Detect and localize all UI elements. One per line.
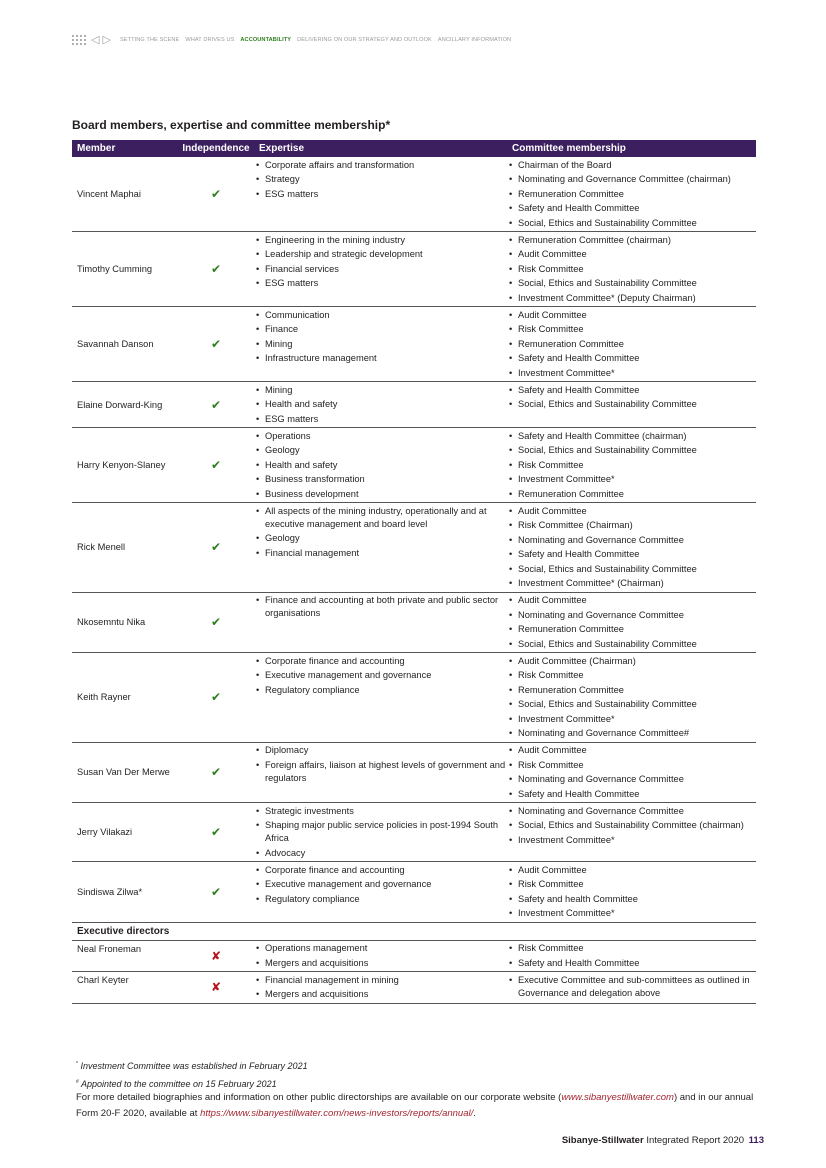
committee-cell (507, 862, 756, 923)
list-item: • Mergers and acquisitions (254, 988, 507, 1001)
table-row (72, 307, 756, 382)
list-item: • Nominating and Governance Committee (chairman) (507, 173, 756, 186)
table-row (72, 742, 756, 803)
members-table-body (72, 157, 756, 922)
member-name: Savannah Danson (72, 307, 178, 382)
list-item: • ESG matters (254, 188, 507, 201)
list-item: • Social, Ethics and Sustainability Committee (507, 563, 756, 576)
list-item: • ESG matters (254, 413, 507, 426)
list-item: • Audit Committee (507, 505, 756, 518)
expertise-cell (254, 862, 507, 923)
list-item: • Remuneration Committee (507, 188, 756, 201)
member-name: Vincent Maphai (72, 157, 178, 232)
list-item: • Shaping major public service policies in post-1994 South Africa (254, 819, 507, 845)
column-header-member: Member (72, 140, 178, 157)
list-item: • Financial services (254, 263, 507, 276)
table-row (72, 803, 756, 862)
checkmark-icon: ✔ (210, 262, 222, 276)
list-item: • Investment Committee* (507, 907, 756, 920)
member-name: Sindiswa Zilwa* (72, 862, 178, 923)
list-item: • Business development (254, 488, 507, 501)
nav-setting-the-scene[interactable]: SETTING THE SCENE (119, 37, 180, 43)
list-item: • Regulatory compliance (254, 893, 507, 906)
footnote-investment-committee: * Investment Committee was established in February 2021 (76, 1061, 308, 1071)
list-item: • Advocacy (254, 847, 507, 860)
independence-cell (178, 653, 254, 743)
board-members-table (72, 140, 756, 1004)
list-item: • Health and safety (254, 398, 507, 411)
column-header-independence: Independence (178, 140, 254, 157)
member-name: Jerry Vilakazi (72, 803, 178, 862)
list-item: • Remuneration Committee (507, 338, 756, 351)
list-item: • Executive management and governance (254, 878, 507, 891)
list-item: • Chairman of the Board (507, 159, 756, 172)
table-row (72, 157, 756, 232)
member-name: Rick Menell (72, 503, 178, 593)
table-row (72, 862, 756, 923)
list-item: • Risk Committee (507, 323, 756, 336)
list-item: • Mergers and acquisitions (254, 957, 507, 970)
list-item: • Safety and Health Committee (chairman) (507, 430, 756, 443)
member-name: Keith Rayner (72, 653, 178, 743)
list-item: • Remuneration Committee (507, 684, 756, 697)
list-item: • Social, Ethics and Sustainability Committee (507, 398, 756, 411)
member-name: Elaine Dorward-King (72, 382, 178, 428)
back-arrow-icon[interactable]: ◁ (91, 34, 100, 46)
nav-ancillary-information[interactable]: ANCILLARY INFORMATION (437, 37, 512, 43)
expertise-cell (254, 803, 507, 862)
list-item: • Risk Committee (507, 942, 756, 955)
list-item: • Geology (254, 444, 507, 457)
list-item: • Operations management (254, 942, 507, 955)
list-item: • Executive management and governance (254, 669, 507, 682)
list-item: • Investment Committee* (507, 834, 756, 847)
expertise-cell (254, 940, 507, 972)
list-item: • Mining (254, 338, 507, 351)
list-item: • Safety and Health Committee (507, 548, 756, 561)
expertise-cell (254, 972, 507, 1004)
independence-cell (178, 972, 254, 1004)
list-item: • Leadership and strategic development (254, 248, 507, 261)
list-item: • Business transformation (254, 473, 507, 486)
committee-cell (507, 803, 756, 862)
nav-what-drives-us[interactable]: WHAT DRIVES US (185, 37, 235, 43)
list-item: • Foreign affairs, liaison at highest levels of government and regulators (254, 759, 507, 785)
independence-cell (178, 307, 254, 382)
member-name: Nkosemntu Nika (72, 592, 178, 653)
list-item: • Finance (254, 323, 507, 336)
cross-icon: ✘ (210, 980, 222, 995)
executives-table-body (72, 922, 756, 1003)
checkmark-icon: ✔ (210, 458, 222, 472)
list-item: • Safety and Health Committee (507, 788, 756, 801)
list-item: • Social, Ethics and Sustainability Committee (507, 217, 756, 230)
member-name: Timothy Cumming (72, 232, 178, 307)
corporate-website-link[interactable]: www.sibanyestillwater.com (561, 1092, 674, 1103)
list-item: • Social, Ethics and Sustainability Committee (507, 698, 756, 711)
nav-accountability[interactable]: ACCOUNTABILITY (240, 37, 292, 43)
independence-cell (178, 940, 254, 972)
list-item: • Infrastructure management (254, 352, 507, 365)
member-name: Harry Kenyon-Slaney (72, 428, 178, 503)
table-row (72, 382, 756, 428)
footer-brand: Sibanye-Stillwater (561, 1135, 644, 1146)
committee-cell (507, 972, 756, 1004)
list-item: • Risk Committee (507, 669, 756, 682)
page-title: Board members, expertise and committee membership* (72, 118, 391, 132)
list-item: • Nominating and Governance Committee (507, 534, 756, 547)
list-item: • Social, Ethics and Sustainability Committee (507, 638, 756, 651)
list-item: • Remuneration Committee (507, 623, 756, 636)
expertise-cell (254, 592, 507, 653)
annual-report-link[interactable]: https://www.sibanyestillwater.com/news-investors/reports/annual/ (200, 1108, 474, 1119)
table-row (72, 972, 756, 1004)
committee-cell (507, 232, 756, 307)
list-item: • Financial management (254, 547, 507, 560)
list-item: • Operations (254, 430, 507, 443)
committee-cell (507, 940, 756, 972)
checkmark-icon: ✔ (210, 690, 222, 705)
member-name: Charl Keyter (72, 972, 178, 1004)
executive-directors-heading-row (72, 922, 756, 940)
list-item: • Regulatory compliance (254, 684, 507, 697)
list-item: • Investment Committee* (Deputy Chairman) (507, 292, 756, 305)
list-item: • Risk Committee (507, 878, 756, 891)
independence-cell (178, 428, 254, 503)
expertise-cell (254, 307, 507, 382)
grid-menu-icon[interactable] (72, 35, 86, 45)
table-row (72, 653, 756, 743)
list-item: • Executive Committee and sub-committees as outlined in Governance and delegation above (507, 974, 756, 1000)
checkmark-icon: ✔ (210, 765, 222, 780)
checkmark-icon: ✔ (210, 825, 222, 839)
table-row (72, 592, 756, 653)
table-row (72, 232, 756, 307)
committee-cell (507, 157, 756, 232)
checkmark-icon: ✔ (210, 187, 222, 201)
list-item: • Finance and accounting at both private and public sector organisations (254, 594, 507, 620)
list-item: • Nominating and Governance Committee# (507, 727, 756, 740)
list-item: • Investment Committee* (Chairman) (507, 577, 756, 590)
list-item: • Strategic investments (254, 805, 507, 818)
column-header-committees: Committee membership (507, 140, 756, 157)
list-item: • ESG matters (254, 277, 507, 290)
committee-cell (507, 653, 756, 743)
checkmark-icon: ✔ (210, 397, 222, 412)
page-footer (562, 1135, 764, 1146)
list-item: • Safety and Health Committee (507, 384, 756, 397)
list-item: • Nominating and Governance Committee (507, 805, 756, 818)
list-item: • Remuneration Committee (507, 488, 756, 501)
independence-cell (178, 862, 254, 923)
nav-delivering-strategy[interactable]: DELIVERING ON OUR STRATEGY AND OUTLOOK (297, 37, 432, 43)
expertise-cell (254, 503, 507, 593)
list-item: • Health and safety (254, 459, 507, 472)
independence-cell (178, 742, 254, 803)
list-item: • Audit Committee (507, 864, 756, 877)
list-item: • Audit Committee (Chairman) (507, 655, 756, 668)
list-item: • Audit Committee (507, 594, 756, 607)
list-item: • Risk Committee (Chairman) (507, 519, 756, 532)
member-name: Neal Froneman (72, 940, 178, 972)
forward-arrow-icon[interactable]: ▷ (102, 34, 111, 46)
committee-cell (507, 428, 756, 503)
member-name: Susan Van Der Merwe (72, 742, 178, 803)
list-item: • Engineering in the mining industry (254, 234, 507, 247)
closing-paragraph: For more detailed biographies and information on other public directorships are available on our corporate website (www.sibanyestillwater.com) and in our annual Form 20-F 2020, available at https://www.sibanyestillwater.com/news-investors/reports/annual/. (76, 1092, 754, 1119)
list-item: • Safety and Health Committee (507, 352, 756, 365)
independence-cell (178, 157, 254, 232)
list-item: • Corporate finance and accounting (254, 864, 507, 877)
independence-cell (178, 592, 254, 653)
independence-cell (178, 503, 254, 593)
list-item: • Nominating and Governance Committee (507, 609, 756, 622)
list-item: • Remuneration Committee (chairman) (507, 234, 756, 247)
executive-directors-heading: Executive directors (72, 922, 756, 940)
list-item: • Safety and health Committee (507, 893, 756, 906)
page-number: 113 (748, 1135, 764, 1146)
list-item: • Communication (254, 309, 507, 322)
list-item: • Audit Committee (507, 309, 756, 322)
list-item: • Diplomacy (254, 744, 507, 757)
independence-cell (178, 803, 254, 862)
checkmark-icon: ✔ (210, 337, 222, 351)
list-item: • Corporate finance and accounting (254, 655, 507, 668)
list-item: • Social, Ethics and Sustainability Committee (507, 444, 756, 457)
top-navigation (72, 33, 511, 47)
list-item: • Safety and Health Committee (507, 957, 756, 970)
list-item: • Social, Ethics and Sustainability Committee (507, 277, 756, 290)
committee-cell (507, 742, 756, 803)
checkmark-icon: ✔ (210, 615, 222, 630)
table-row (72, 428, 756, 503)
footer-report-name: Integrated Report 2020 (646, 1135, 745, 1146)
footnote-appointed: # Appointed to the committee on 15 February 2021 (76, 1079, 277, 1089)
list-item: • Risk Committee (507, 263, 756, 276)
expertise-cell (254, 428, 507, 503)
list-item: • Risk Committee (507, 459, 756, 472)
table-header-row (72, 140, 756, 157)
list-item: • Investment Committee* (507, 473, 756, 486)
checkmark-icon: ✔ (210, 884, 222, 899)
list-item: • All aspects of the mining industry, operationally and at executive management and board level (254, 505, 507, 531)
list-item: • Audit Committee (507, 248, 756, 261)
list-item: • Mining (254, 384, 507, 397)
expertise-cell (254, 157, 507, 232)
expertise-cell (254, 653, 507, 743)
list-item: • Safety and Health Committee (507, 202, 756, 215)
independence-cell (178, 382, 254, 428)
list-item: • Investment Committee* (507, 713, 756, 726)
checkmark-icon: ✔ (210, 540, 222, 555)
list-item: • Corporate affairs and transformation (254, 159, 507, 172)
expertise-cell (254, 232, 507, 307)
column-header-expertise: Expertise (254, 140, 507, 157)
list-item: • Risk Committee (507, 759, 756, 772)
expertise-cell (254, 382, 507, 428)
footnotes (76, 1056, 308, 1092)
independence-cell (178, 232, 254, 307)
committee-cell (507, 307, 756, 382)
list-item: • Strategy (254, 173, 507, 186)
table-row (72, 940, 756, 972)
committee-cell (507, 382, 756, 428)
committee-cell (507, 503, 756, 593)
table-row (72, 503, 756, 593)
cross-icon: ✘ (210, 948, 222, 963)
committee-cell (507, 592, 756, 653)
list-item: • Audit Committee (507, 744, 756, 757)
list-item: • Social, Ethics and Sustainability Committee (chairman) (507, 819, 756, 832)
list-item: • Nominating and Governance Committee (507, 773, 756, 786)
expertise-cell (254, 742, 507, 803)
list-item: • Investment Committee* (507, 367, 756, 380)
list-item: • Geology (254, 532, 507, 545)
list-item: • Financial management in mining (254, 974, 507, 987)
